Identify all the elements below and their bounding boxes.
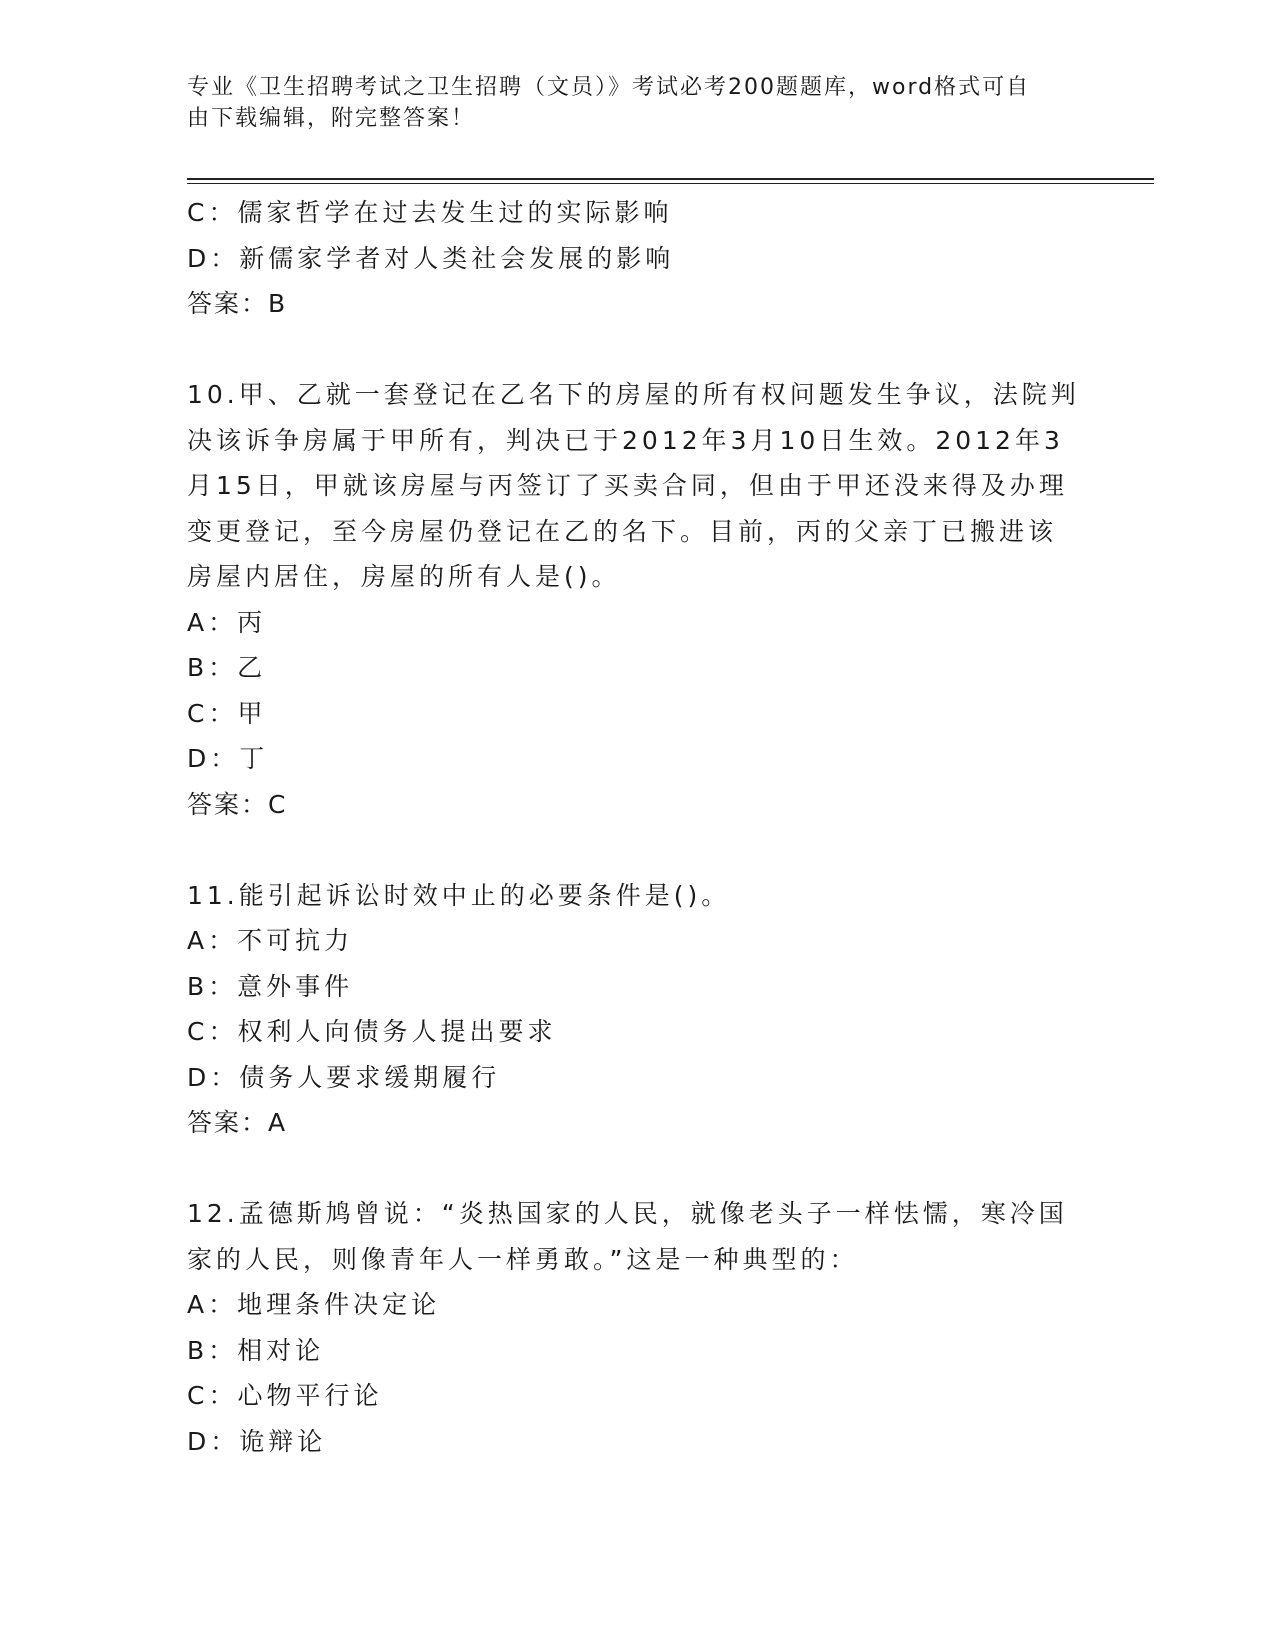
option-a: A：不可抗力 (187, 926, 354, 955)
header-divider-thick (187, 178, 1154, 180)
question-text-line: 11.能引起诉讼时效中止的必要条件是()。 (187, 880, 731, 910)
question-content (187, 190, 1087, 1464)
option-c: C：儒家哲学在过去发生过的实际影响 (187, 198, 673, 227)
spacer (187, 327, 1087, 373)
option-b: B：相对论 (187, 1335, 325, 1365)
question-text-line: 房屋内居住，房屋的所有人是()。 (187, 562, 621, 591)
option-c: C：甲 (187, 698, 267, 728)
answer: 答案：A (187, 1108, 288, 1137)
option-b: B：意外事件 (187, 971, 354, 1001)
option-d: D：诡辩论 (187, 1426, 327, 1456)
option-d: D：丁 (187, 744, 269, 773)
question-text-line: 12.孟德斯鸠曾说：“炎热国家的人民，就像老头子一样怯懦，寒冷国 (187, 1199, 1068, 1228)
question-text-line: 决该诉争房属于甲所有，判决已于2012年3月10日生效。2012年3 (187, 425, 1064, 455)
answer: 答案：C (187, 789, 288, 819)
spacer (187, 1146, 1087, 1192)
question-10 (187, 372, 1087, 827)
option-b: B：乙 (187, 653, 267, 682)
question-text-line: 10.甲、乙就一套登记在乙名下的房屋的所有权问题发生争议，法院判 (187, 380, 1080, 409)
header-divider-thin (187, 183, 1154, 184)
question-9-tail (187, 190, 1087, 327)
question-text-line: 变更登记，至今房屋仍登记在乙的名下。目前，丙的父亲丁已搬进该 (187, 516, 1058, 546)
document-header (187, 72, 1067, 134)
option-a: A：地理条件决定论 (187, 1290, 441, 1319)
header-line-2: 由下载编辑，附完整答案！ (187, 106, 476, 131)
spacer (187, 827, 1087, 873)
option-d: D：债务人要求缓期履行 (187, 1062, 501, 1092)
option-a: A：丙 (187, 607, 267, 637)
option-c: C：权利人向债务人提出要求 (187, 1017, 557, 1046)
question-12 (187, 1191, 1087, 1464)
answer: 答案：B (187, 289, 288, 318)
option-d: D：新儒家学者对人类社会发展的影响 (187, 243, 675, 273)
question-text-line: 家的人民，则像青年人一样勇敢。”这是一种典型的： (187, 1244, 859, 1274)
option-c: C：心物平行论 (187, 1381, 383, 1410)
header-line-1: 专业《卫生招聘考试之卫生招聘（文员）》考试必考200题题库，word格式可自 (187, 75, 1031, 100)
question-text-line: 月15日，甲就该房屋与丙签订了买卖合同，但由于甲还没来得及办理 (187, 471, 1068, 500)
question-11 (187, 873, 1087, 1146)
